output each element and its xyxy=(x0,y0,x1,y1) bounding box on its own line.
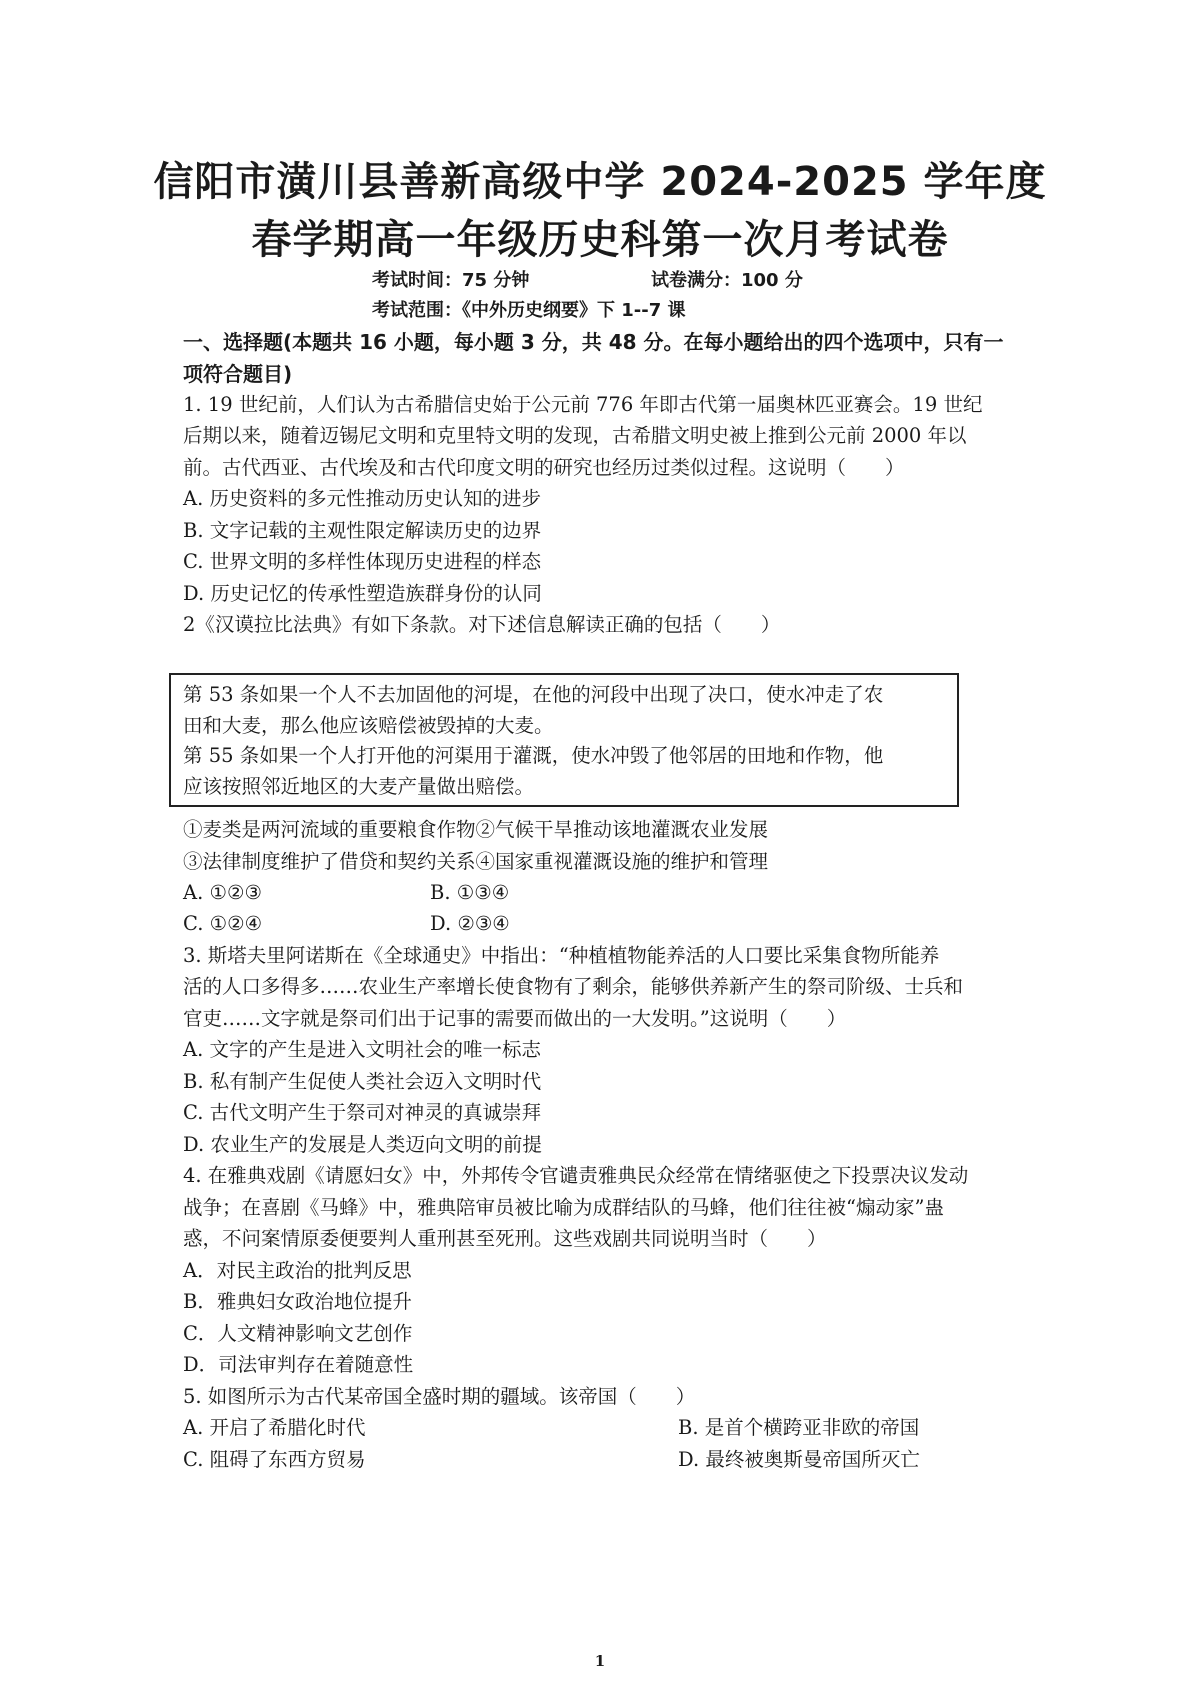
question-3-option-b: B. 私有制产生促使人类社会迈入文明时代 xyxy=(183,1070,542,1093)
law-excerpt-line: 田和大麦，那么他应该赔偿被毁掉的大麦。 xyxy=(183,714,554,737)
section-heading-line-1: 一、选择题(本题共 16 小题，每小题 3 分，共 48 分。在每小题给出的四个选项中，只有一 xyxy=(183,330,1004,354)
question-3-stem-line: 3. 斯塔夫里阿诺斯在《全球通史》中指出：“种植植物能养活的人口要比采集食物所能养 xyxy=(183,944,940,967)
section-heading-line-2: 项符合题目) xyxy=(183,362,293,386)
question-2-option-d: D. ②③④ xyxy=(430,912,510,935)
full-score: 试卷满分：100 分 xyxy=(651,270,803,291)
question-5-option-b: B. 是首个横跨亚非欧的帝国 xyxy=(678,1416,920,1439)
question-5-option-c: C. 阻碍了东西方贸易 xyxy=(183,1448,366,1471)
law-excerpt-line: 应该按照邻近地区的大麦产量做出赔偿。 xyxy=(183,775,535,798)
question-1-option-a: A. 历史资料的多元性推动历史认知的进步 xyxy=(183,487,541,510)
question-4-stem-line: 惑，不问案情原委便要判人重刑甚至死刑。这些戏剧共同说明当时（ ） xyxy=(183,1227,827,1250)
question-5-option-d: D. 最终被奥斯曼帝国所灭亡 xyxy=(678,1448,920,1471)
question-3-option-d: D. 农业生产的发展是人类迈向文明的前提 xyxy=(183,1133,542,1156)
question-2-stem-line: 2《汉谟拉比法典》有如下条款。对下述信息解读正确的包括（ ） xyxy=(183,613,781,636)
law-excerpt-line: 第 55 条如果一个人打开他的河渠用于灌溉，使水冲毁了他邻居的田地和作物，他 xyxy=(183,744,884,767)
exam-title-line-1: 信阳市潢川县善新高级中学 2024-2025 学年度 xyxy=(153,159,1047,205)
exam-title-line-2: 春学期高一年级历史科第一次月考试卷 xyxy=(251,217,949,263)
question-2-option-c: C. ①②④ xyxy=(183,912,263,935)
question-3-option-c: C. 古代文明产生于祭司对神灵的真诚崇拜 xyxy=(183,1101,542,1124)
question-4-stem-line: 战争；在喜剧《马蜂》中，雅典陪审员被比喻为成群结队的马蜂，他们往往被“煽动家”蛊 xyxy=(183,1196,944,1219)
question-3-stem-line: 官吏……文字就是祭司们出于记事的需要而做出的一大发明。”这说明（ ） xyxy=(183,1007,847,1030)
question-4-option-d: D．司法审判存在着随意性 xyxy=(183,1353,414,1376)
question-4-stem-line: 4. 在雅典戏剧《请愿妇女》中，外邦传令官谴责雅典民众经常在情绪驱使之下投票决议发动 xyxy=(183,1164,969,1187)
question-1-option-c: C. 世界文明的多样性体现历史进程的样态 xyxy=(183,550,542,573)
law-excerpt-line: 第 53 条如果一个人不去加固他的河堤，在他的河段中出现了决口，使水冲走了农 xyxy=(183,683,884,706)
question-2-statement-line: ③法律制度维护了借贷和契约关系④国家重视灌溉设施的维护和管理 xyxy=(183,850,769,873)
question-3-option-a: A. 文字的产生是进入文明社会的唯一标志 xyxy=(183,1038,541,1061)
exam-scope: 考试范围：《中外历史纲要》下 1--7 课 xyxy=(372,300,686,321)
question-3-stem-line: 活的人口多得多……农业生产率增长使食物有了剩余，能够供养新产生的祭司阶级、士兵和 xyxy=(183,975,964,998)
question-4-option-c: C．人文精神影响文艺创作 xyxy=(183,1322,413,1345)
question-1-option-b: B. 文字记载的主观性限定解读历史的边界 xyxy=(183,519,542,542)
question-1-stem-line: 后期以来，随着迈锡尼文明和克里特文明的发现，古希腊文明史被上推到公元前 2000 年以 xyxy=(183,424,967,447)
question-5-option-a: A. 开启了希腊化时代 xyxy=(183,1416,366,1439)
question-2-statement-line: ①麦类是两河流域的重要粮食作物②气候干旱推动该地灌溉农业发展 xyxy=(183,818,769,841)
exam-time: 考试时间：75 分钟 xyxy=(372,270,530,291)
question-2-option-b: B. ①③④ xyxy=(430,881,510,904)
question-1-stem-line: 前。古代西亚、古代埃及和古代印度文明的研究也经历过类似过程。这说明（ ） xyxy=(183,456,905,479)
question-4-option-b: B．雅典妇女政治地位提升 xyxy=(183,1290,412,1313)
question-5-stem-line: 5. 如图所示为古代某帝国全盛时期的疆域。该帝国（ ） xyxy=(183,1385,696,1408)
question-1-stem-line: 1. 19 世纪前，人们认为古希腊信史始于公元前 776 年即古代第一届奥林匹亚赛会。19 世纪 xyxy=(183,393,983,416)
page-number: 1 xyxy=(594,1652,606,1670)
question-2-option-a: A. ①②③ xyxy=(183,881,262,904)
question-4-option-a: A．对民主政治的批判反思 xyxy=(183,1259,412,1282)
question-1-option-d: D. 历史记忆的传承性塑造族群身份的认同 xyxy=(183,582,542,605)
